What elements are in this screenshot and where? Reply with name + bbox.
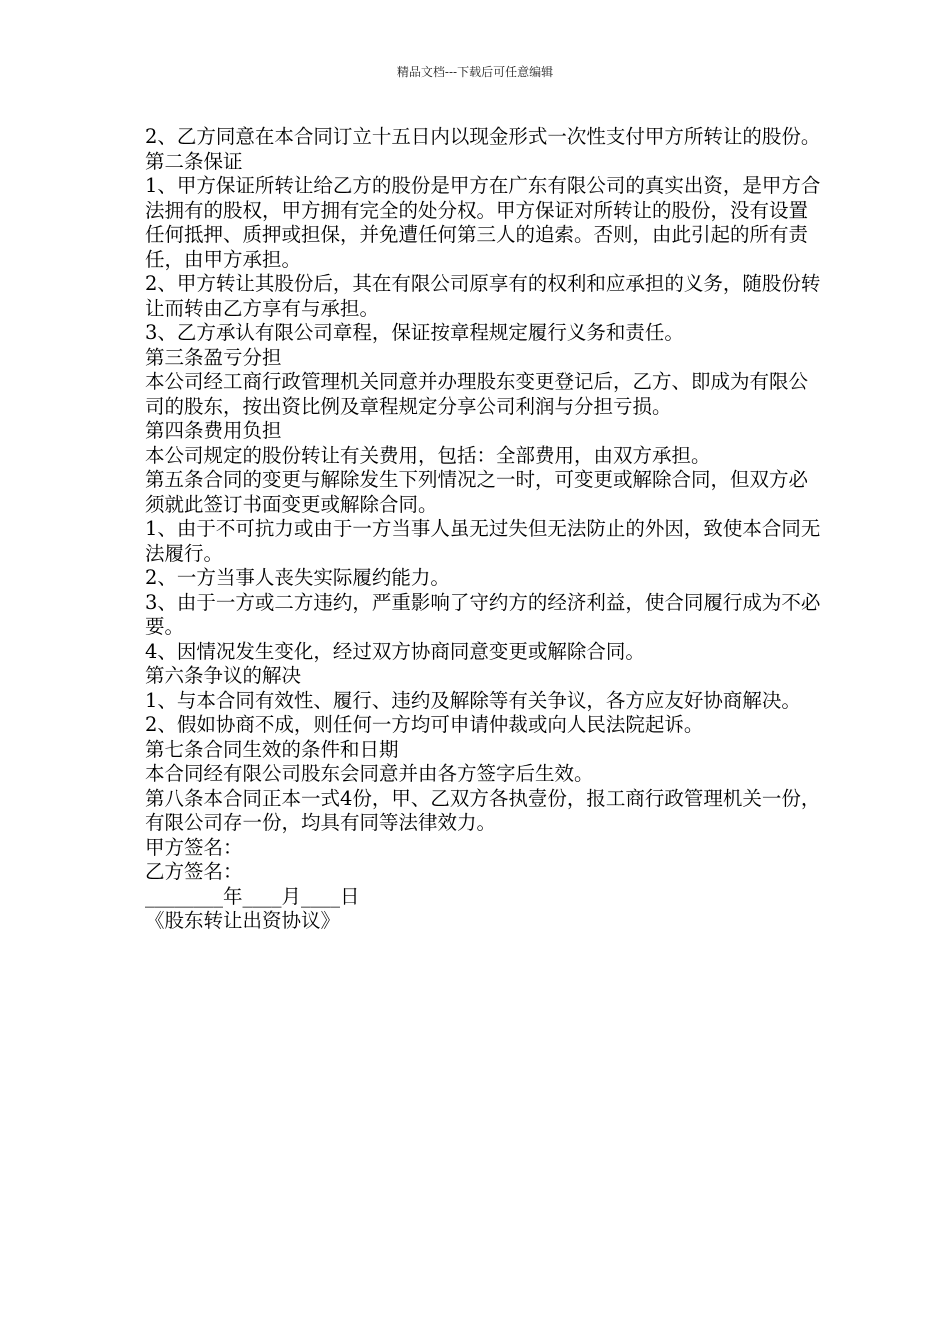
section-heading: 第三条盈亏分担 (145, 345, 282, 369)
paragraph: 1、甲方保证所转让给乙方的股份是甲方在广东有限公司的真实出资，是甲方合法拥有的股权，甲方拥有完全的处分权。甲方保证对所转让的股份，没有设置任何抵押、质押或担保，并免遭任何第三人的追索。否则，由此引起的所有责任，由甲方承担。 (145, 174, 821, 271)
paragraph: 2、假如协商不成，则任何一方均可申请仲裁或向人民法院起诉。 (145, 713, 704, 736)
paragraph: 本合同经有限公司股东会同意并由各方签字后生效。 (145, 762, 594, 785)
paragraph: 4、因情况发生变化，经过双方协商同意变更或解除合同。 (145, 639, 645, 663)
paragraph: 1、与本合同有效性、履行、违约及解除等有关争议，各方应友好协商解决。 (145, 688, 801, 712)
section-heading: 第六条争议的解决 (145, 664, 302, 687)
paragraph: 2、乙方同意在本合同订立十五日内以现金形式一次性支付甲方所转让的股份。 (145, 125, 821, 148)
document-title-footer: 《股东转让出资协议》 (145, 909, 341, 932)
paragraph: 3、乙方承认有限公司章程，保证按章程规定履行义务和责任。 (145, 321, 684, 344)
paragraph: 本公司经工商行政管理机关同意并办理股东变更登记后，乙方、即成为有限公司的股东，按出资比例及章程规定分享公司利润与分担亏损。 (145, 370, 809, 418)
paragraph: 第五条合同的变更与解除发生下列情况之一时，可变更或解除合同，但双方必须就此签订书面变更或解除合同。 (145, 468, 809, 516)
page-header: 精品文档---下载后可任意编辑 (396, 65, 554, 79)
section-heading: 第七条合同生效的条件和日期 (145, 737, 399, 761)
paragraph: 本公司规定的股份转让有关费用，包括：全部费用，由双方承担。 (145, 443, 711, 467)
paragraph: 2、一方当事人丧失实际履约能力。 (145, 566, 450, 589)
paragraph: 3、由于一方或二方违约，严重影响了守约方的经济利益，使合同履行成为不必要。 (145, 590, 821, 638)
paragraph: 第八条本合同正本一式4份，甲、乙双方各执壹份，报工商行政管理机关一份，有限公司存一份，均具有同等法律效力。 (145, 786, 821, 834)
document-body (145, 125, 825, 934)
date-line: ________年____月____日 (145, 884, 360, 908)
signature-line-party-a: 甲方签名： (145, 835, 243, 859)
paragraph: 2、甲方转让其股份后，其在有限公司原享有的权利和应承担的义务，随股份转让而转由乙方享有与承担。 (145, 272, 821, 320)
paragraph: 1、由于不可抗力或由于一方当事人虽无过失但无法防止的外因，致使本合同无法履行。 (145, 517, 821, 565)
section-heading: 第二条保证 (145, 149, 243, 173)
signature-line-party-b: 乙方签名： (145, 860, 243, 883)
section-heading: 第四条费用负担 (145, 419, 282, 442)
